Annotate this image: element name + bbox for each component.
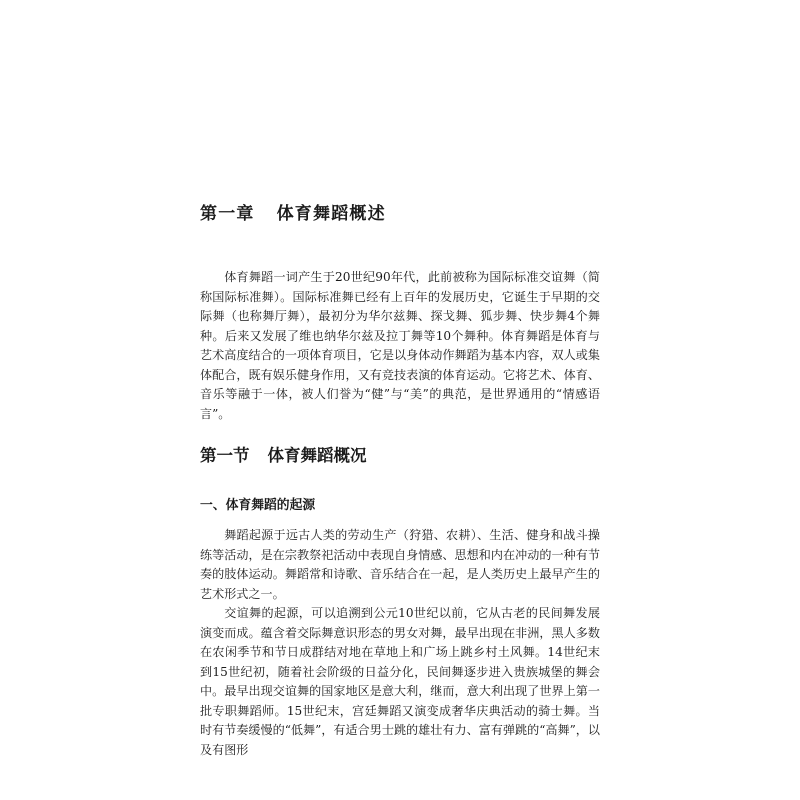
section-title-text: 体育舞蹈概况 [267, 446, 367, 465]
chapter-title-text: 体育舞蹈概述 [276, 204, 386, 224]
chapter-title [200, 201, 386, 227]
text-column [200, 268, 600, 760]
intro-paragraph: 体育舞蹈一词产生于20世纪90年代，此前被称为国际标准交谊舞（简称国际标准舞）。国际标准舞已经有上百年的发展历史，它诞生于早期的交际舞（也称舞厅舞），最初分为华尔兹舞、探戈舞、狐步舞、快步舞4个舞种。后来又发展了维也纳华尔兹及拉丁舞等10个舞种。体育舞蹈是体育与艺术高度结合的一项体育项目，它是以身体动作舞蹈为基本内容，双人或集体配合，既有娱乐健身作用，又有竞技表演的体育运动。它将艺术、体育、音乐等融于一体，被人们誉为“健”与“美”的典范，是世界通用的“情感语言”。 [200, 270, 600, 421]
subsection-title: 一、体育舞蹈的起源 [200, 498, 316, 513]
origin-paragraph-2: 交谊舞的起源，可以追溯到公元10世纪以前，它从古老的民间舞发展演变而成。蕴含着交际舞意识形态的男女对舞，最早出现在非洲，黑人多数在农闲季节和节日成群结对地在草地上和广场上跳乡村土风舞。14世纪末到15世纪初，随着社会阶级的日益分化，民间舞逐步进入贵族城堡的舞会中。最早出现交谊舞的国家地区是意大利，继而，意大利出现了世界上第一批专职舞蹈师。15世纪末，宫廷舞蹈又演变成奢华庆典活动的骑士舞。当时有节奏缓慢的“低舞”，有适合男士跳的雄壮有力、富有弹跳的“高舞”，以及有图形 [200, 606, 600, 757]
chapter-number: 第一章 [200, 204, 255, 224]
section-number: 第一节 [200, 446, 250, 465]
section-title [200, 444, 600, 468]
origin-paragraph-1: 舞蹈起源于远古人类的劳动生产（狩猎、农耕）、生活、健身和战斗操练等活动，是在宗教祭祀活动中表现自身情感、思想和内在冲动的一种有节奏的肢体运动。舞蹈常和诗歌、音乐结合在一起，是人类历史上最早产生的艺术形式之一。 [200, 528, 600, 601]
